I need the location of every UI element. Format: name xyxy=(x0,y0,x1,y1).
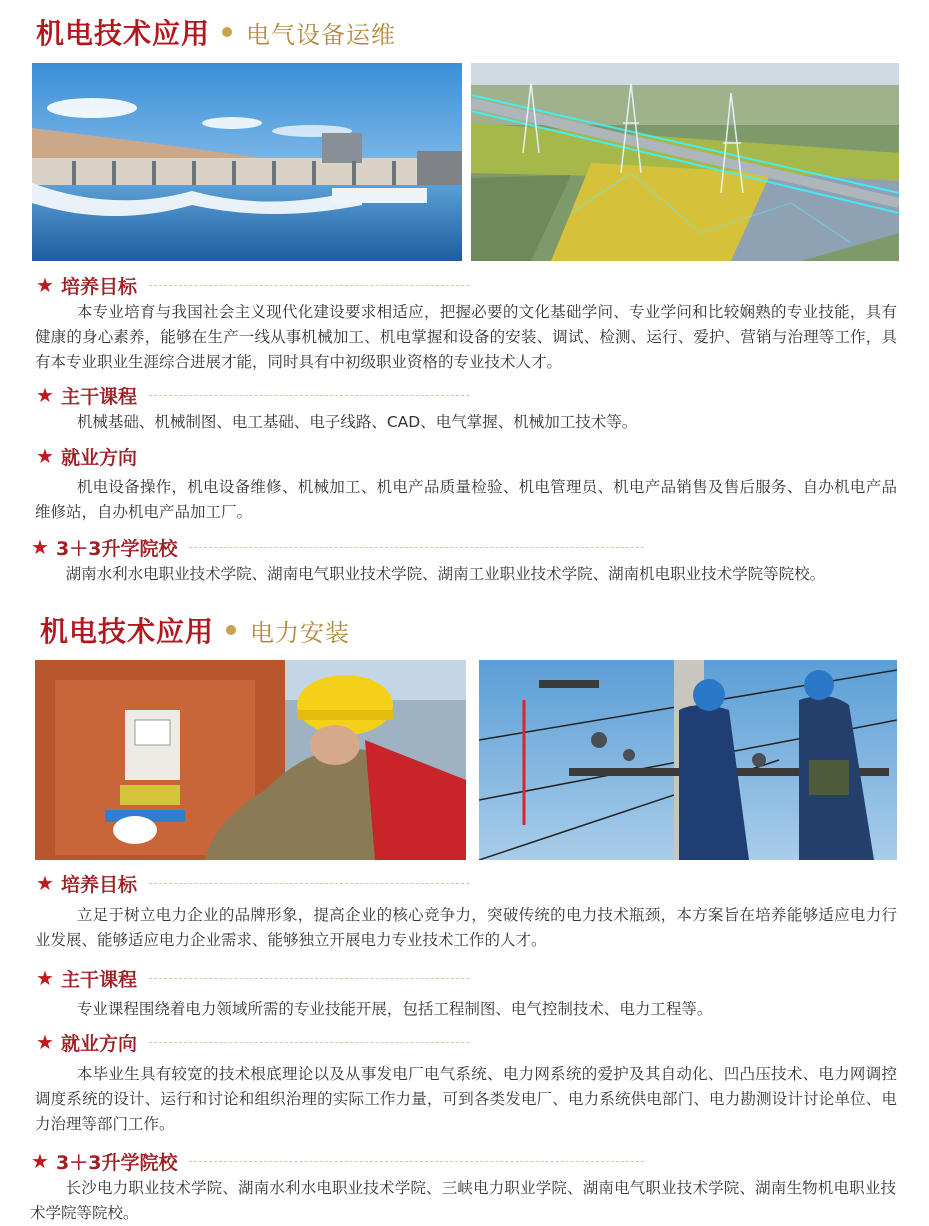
heading-career xyxy=(36,1029,469,1055)
section-title-main: 机电技术应用 xyxy=(36,17,211,50)
dashed-divider xyxy=(149,883,469,884)
section-subtitle: 电气设备运维 xyxy=(246,20,397,49)
dashed-divider xyxy=(189,547,644,548)
dashed-divider xyxy=(149,978,469,979)
heading-label: 就业方向 xyxy=(61,446,138,469)
paragraph-colleges: 湖南水利水电职业技术学院、湖南电气职业技术学院、湖南工业职业技术学院、湖南机电职业技术学院等院校。 xyxy=(65,565,826,583)
heading-label: 3＋3升学院校 xyxy=(56,537,178,560)
star-icon: ★ xyxy=(31,1149,49,1173)
heading-colleges xyxy=(31,534,644,560)
star-icon: ★ xyxy=(36,273,54,297)
heading-core-courses xyxy=(36,382,469,408)
dam-photo xyxy=(32,63,462,261)
star-icon: ★ xyxy=(31,535,49,559)
section-subtitle: 电力安装 xyxy=(250,618,351,647)
dashed-divider xyxy=(149,1042,469,1043)
dashed-divider xyxy=(149,285,469,286)
paragraph-training-goal: 本专业培育与我国社会主义现代化建设要求相适应，把握必要的文化基础学问、专业学问和比较娴熟的专业技能，具有健康的身心素养，能够在生产一线从事机械加工、机电掌握和设备的安装、调试、检测、运行、爱护、营销与治理等工作，具有本专业职业生涯综合进展才能，同时具有中初级职业资格的专业技术人才。 xyxy=(35,303,897,371)
paragraph-core-courses: 机械基础、机械制图、电工基础、电子线路、CAD、电气掌握、机械加工技术等。 xyxy=(76,413,638,431)
paragraph-colleges: 长沙电力职业技术学院、湖南水利水电职业技术学院、三峡电力职业学院、湖南电气职业技术学院、湖南生物机电职业技术学院等院校。 xyxy=(30,1179,896,1222)
title-dot xyxy=(222,27,232,37)
section-1-title xyxy=(36,12,396,52)
star-icon: ★ xyxy=(36,383,54,407)
heading-career xyxy=(36,443,137,469)
paragraph-core-courses: 专业课程围绕着电力领域所需的专业技能开展，包括工程制图、电气控制技术、电力工程等。 xyxy=(76,1000,713,1018)
heading-core-courses xyxy=(36,965,469,991)
heading-label: 3＋3升学院校 xyxy=(56,1151,178,1174)
section-2-title xyxy=(40,610,350,650)
power-grid-aerial-photo xyxy=(471,63,899,261)
star-icon: ★ xyxy=(36,966,54,990)
paragraph-training-goal: 立足于树立电力企业的品牌形象，提高企业的核心竞争力，突破传统的电力技术瓶颈，本方案旨在培养能够适应电力行业发展、能够适应电力企业需求、能够独立开展电力专业技术工作的人才。 xyxy=(35,906,897,949)
star-icon: ★ xyxy=(36,444,54,468)
heading-label: 培养目标 xyxy=(61,873,138,896)
section-title-main: 机电技术应用 xyxy=(40,615,215,648)
heading-label: 培养目标 xyxy=(61,275,138,298)
title-dot xyxy=(226,625,236,635)
heading-label: 主干课程 xyxy=(61,385,138,408)
electrician-cabinet-photo xyxy=(35,660,466,860)
star-icon: ★ xyxy=(36,871,54,895)
heading-training-goal xyxy=(36,272,469,298)
heading-label: 主干课程 xyxy=(61,968,138,991)
paragraph-career: 本毕业生具有较宽的技术根底理论以及从事发电厂电气系统、电力网系统的爱护及其自动化、凹凸压技术、电力网调控调度系统的设计、运行和讨论和组织治理的实际工作力量，可到各类发电厂、电力系统供电部门、电力勘测设计讨论单位、电力治理等部门工作。 xyxy=(35,1065,897,1133)
heading-training-goal xyxy=(36,870,469,896)
paragraph-career: 机电设备操作，机电设备维修、机械加工、机电产品质量检验、机电管理员、机电产品销售及售后服务、自办机电产品维修站，自办机电产品加工厂。 xyxy=(35,478,897,521)
heading-label: 就业方向 xyxy=(61,1032,138,1055)
dashed-divider xyxy=(189,1161,644,1162)
linemen-pole-photo xyxy=(479,660,897,860)
dashed-divider xyxy=(149,395,469,396)
star-icon: ★ xyxy=(36,1030,54,1054)
heading-colleges xyxy=(31,1148,644,1174)
